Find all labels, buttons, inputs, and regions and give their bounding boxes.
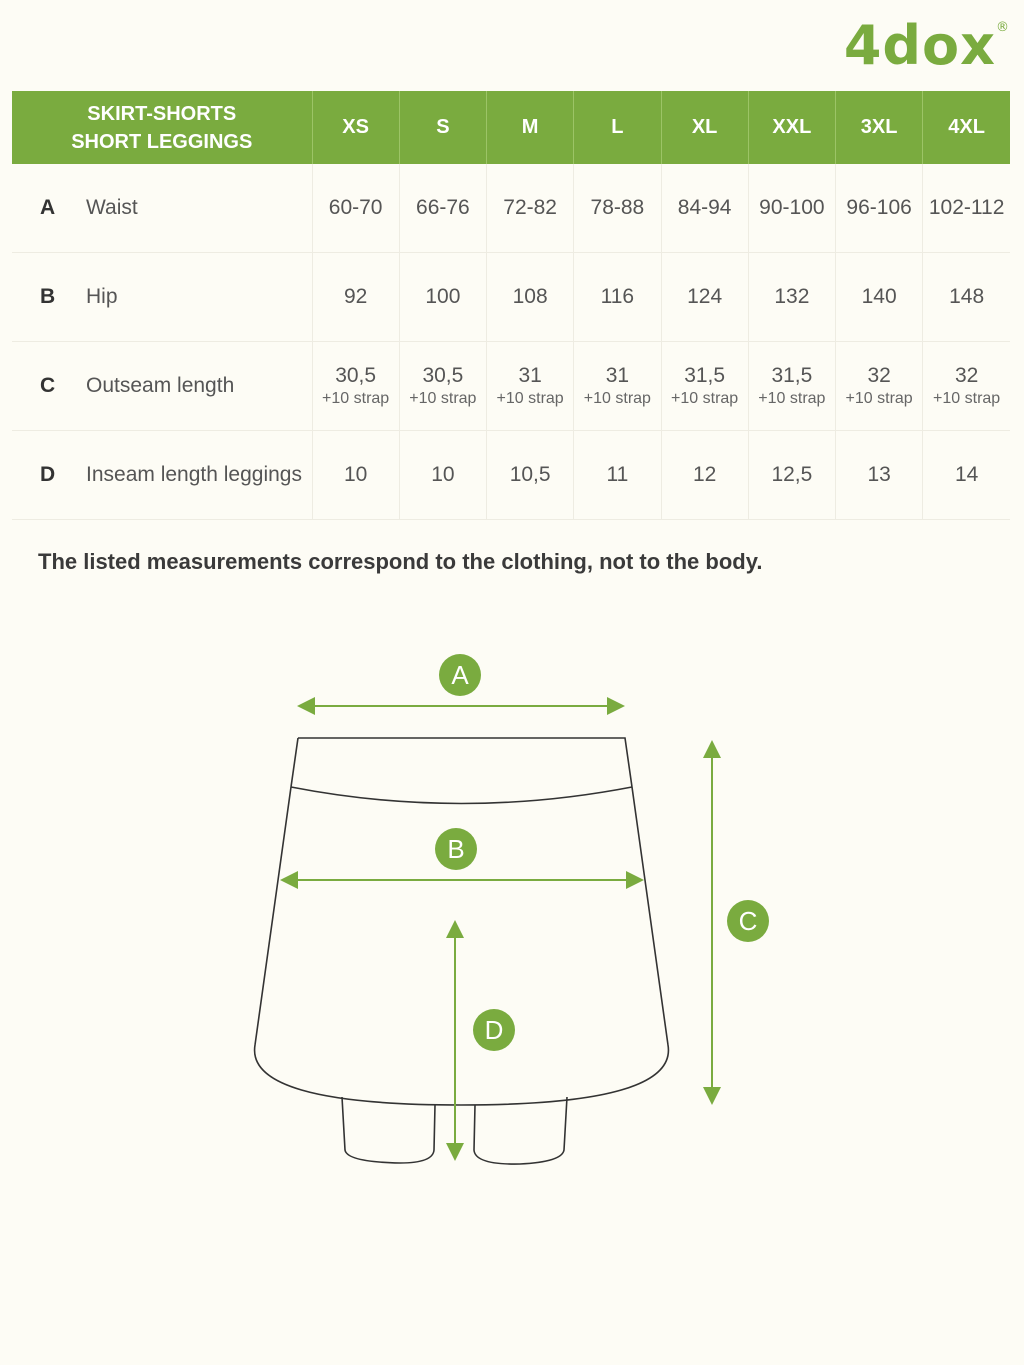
cell-value: 32 [867, 364, 891, 387]
row-name: Outseam length [86, 374, 235, 397]
row-letter: A [40, 196, 56, 219]
table-cell: 13 [836, 431, 923, 520]
row-letter: B [40, 285, 56, 308]
table-cell: 124 [661, 253, 748, 342]
badge-c-label: C [738, 906, 758, 936]
table-cell: 11 [574, 431, 661, 520]
skirt-body-right [461, 787, 668, 1105]
size-header-xs: XS [312, 91, 399, 164]
table-cell: 10 [312, 431, 399, 520]
table-cell: 14 [923, 431, 1010, 520]
cell-strap-note: +10 strap [322, 390, 390, 407]
cell-value: 31 [605, 364, 630, 387]
row-name: Hip [86, 285, 118, 308]
measurement-note: The listed measurements correspond to the clothing, not to the body. [38, 549, 763, 574]
table-cell: 92 [312, 253, 399, 342]
row-name: Inseam length leggings [86, 463, 302, 486]
table-cell: 140 [836, 253, 923, 342]
size-header-m: M [487, 91, 574, 164]
skirt-body-left [255, 787, 461, 1105]
table-cell: 132 [748, 253, 835, 342]
product-title-line-1: SKIRT-SHORTS [87, 102, 237, 125]
table-cell: 78-88 [574, 164, 661, 253]
legging-right [474, 1097, 567, 1164]
registered-mark: ® [996, 20, 1010, 35]
row-name: Waist [86, 196, 138, 219]
badge-d [473, 1009, 515, 1051]
badge-d-label: D [484, 1015, 504, 1045]
table-cell: 12 [661, 431, 748, 520]
table-cell: 90-100 [748, 164, 835, 253]
badge-b-label: B [447, 834, 465, 864]
size-header-l: L [574, 91, 661, 164]
size-header-xxl: XXL [748, 91, 835, 164]
badge-c [727, 900, 769, 942]
waistband-outline [298, 738, 632, 787]
table-cell: 148 [923, 253, 1010, 342]
waistband-top [291, 738, 298, 787]
logo-text: 4dox [843, 14, 996, 77]
table-cell: 72-82 [487, 164, 574, 253]
size-header-s: S [399, 91, 486, 164]
table-cell: 84-94 [661, 164, 748, 253]
cell-strap-note: +10 strap [845, 390, 913, 407]
size-header-4xl: 4XL [923, 91, 1010, 164]
badge-a-label: A [451, 660, 469, 690]
row-letter: C [40, 374, 56, 397]
table-cell: 12,5 [748, 431, 835, 520]
product-title-line-2: SHORT LEGGINGS [71, 130, 253, 153]
row-letter: D [40, 463, 56, 486]
badge-b [435, 828, 477, 870]
cell-value: 30,5 [422, 364, 464, 387]
cell-value: 32 [954, 364, 979, 387]
skirt-outline [255, 738, 669, 1164]
table-cell: 10 [399, 431, 486, 520]
cell-strap-note: +10 strap [583, 390, 651, 407]
cell-value: 31 [518, 364, 542, 387]
table-cell: 102-112 [923, 164, 1010, 253]
cell-strap-note: +10 strap [758, 390, 826, 407]
cell-strap-note: +10 strap [671, 390, 739, 407]
cell-value: 31,5 [684, 364, 726, 387]
waistband-seam [291, 787, 632, 804]
table-cell: 108 [487, 253, 574, 342]
table-cell: 96-106 [836, 164, 923, 253]
cell-value: 30,5 [335, 364, 377, 387]
table-cell: 116 [574, 253, 661, 342]
badge-a [439, 654, 481, 696]
cell-strap-note: +10 strap [409, 390, 477, 407]
table-cell: 10,5 [487, 431, 574, 520]
table-cell: 66-76 [399, 164, 486, 253]
cell-value: 31,5 [771, 364, 813, 387]
cell-strap-note: +10 strap [496, 390, 564, 407]
size-header-3xl: 3XL [836, 91, 923, 164]
table-cell: 100 [399, 253, 486, 342]
table-cell: 60-70 [312, 164, 399, 253]
cell-strap-note: +10 strap [933, 390, 1001, 407]
size-header-xl: XL [661, 91, 748, 164]
legging-left [342, 1097, 435, 1163]
